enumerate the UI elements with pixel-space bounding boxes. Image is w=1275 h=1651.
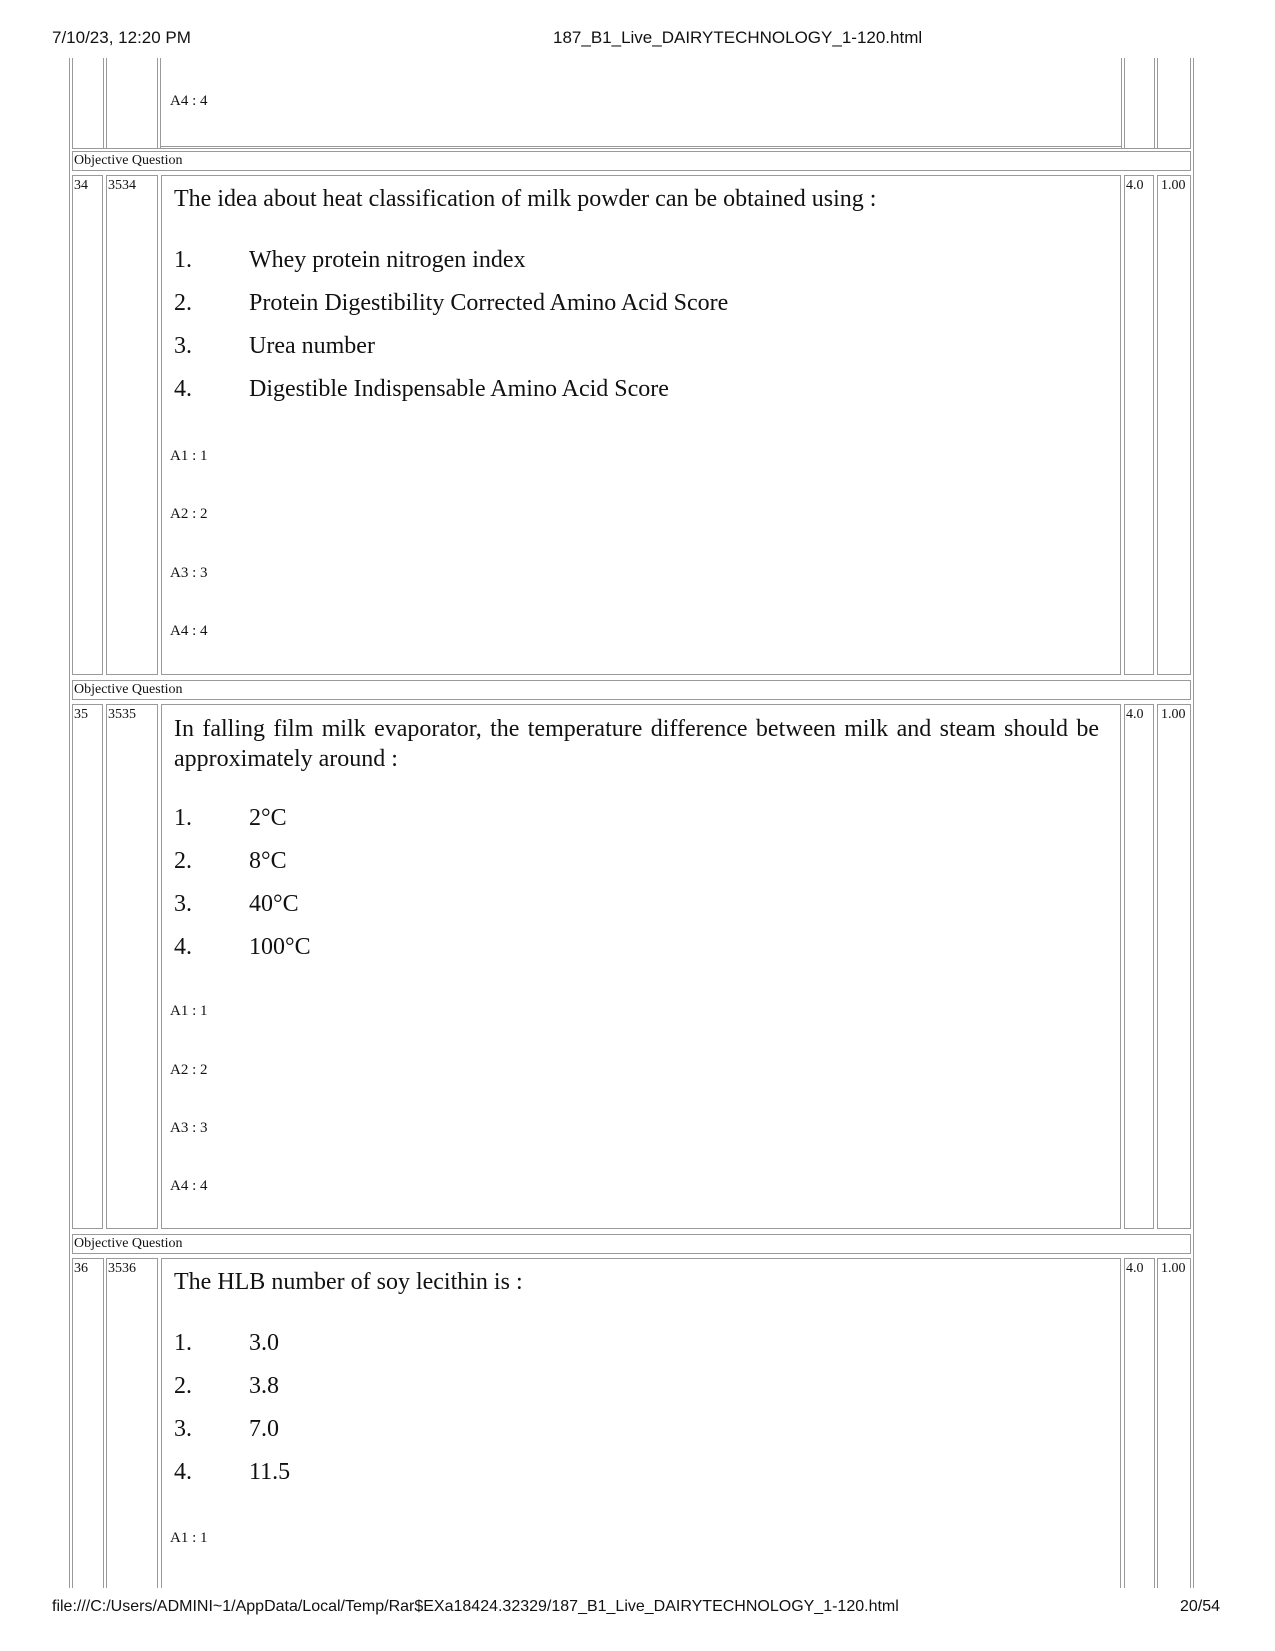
question-text: The HLB number of soy lecithin is : [174, 1269, 523, 1295]
marks-cell [1124, 704, 1154, 1229]
table-border-left [69, 58, 70, 1588]
question-negative-marks: 1.00 [1161, 1261, 1186, 1276]
question-cell [161, 704, 1121, 1229]
option-text: 8°C [249, 848, 287, 874]
question-negative-marks: 1.00 [1161, 178, 1186, 193]
question-text: In falling film milk evaporator, the temperature difference between milk and steam should be approximately around : [174, 716, 1099, 772]
question-id: 3535 [108, 707, 136, 722]
marks-cell [1124, 175, 1154, 675]
question-type-row [72, 1234, 1191, 1254]
answer-option: A2 : 2 [170, 506, 208, 522]
question-marks: 4.0 [1126, 707, 1144, 722]
question-negative-marks: 1.00 [1161, 707, 1186, 722]
option-text: 7.0 [249, 1416, 279, 1442]
table-border-right [1193, 58, 1194, 1588]
answer-option: A2 : 2 [170, 1062, 208, 1078]
question-type-row [72, 151, 1191, 171]
option-text: 40°C [249, 891, 299, 917]
question-marks: 4.0 [1126, 178, 1144, 193]
answer-option: A3 : 3 [170, 1120, 208, 1136]
print-file-path: file:///C:/Users/ADMINI~1/AppData/Local/Temp/Rar$EXa18424.32329/187_B1_Live_DAIRYTECHNOLOGY_1-120.html [52, 1598, 899, 1615]
negative-marks-cell [1157, 175, 1191, 675]
option-text: Whey protein nitrogen index [249, 247, 526, 273]
option-number: 4. [174, 1459, 192, 1485]
question-type-row [72, 680, 1191, 700]
qid-cell [106, 704, 158, 1229]
sno-cell [72, 175, 103, 675]
option-number: 3. [174, 1416, 192, 1442]
question-id: 3536 [108, 1261, 136, 1276]
question-type-label: Objective Question [74, 682, 183, 697]
option-number: 2. [174, 290, 192, 316]
print-page-number: 20/54 [1180, 1598, 1221, 1615]
question-type-label: Objective Question [74, 153, 183, 168]
question-id: 3534 [108, 178, 136, 193]
option-number: 2. [174, 848, 192, 874]
option-number: 3. [174, 333, 192, 359]
question-text: The idea about heat classification of milk powder can be obtained using : [174, 186, 877, 212]
qid-cell [106, 175, 158, 675]
negative-marks-cell [1157, 704, 1191, 1229]
question-marks: 4.0 [1126, 1261, 1144, 1276]
question-type-label: Objective Question [74, 1236, 183, 1251]
option-number: 1. [174, 805, 192, 831]
answer-option: A1 : 1 [170, 1003, 208, 1019]
option-text: Protein Digestibility Corrected Amino Acid Score [249, 290, 729, 316]
sno-cell [72, 704, 103, 1229]
answer-option: A4 : 4 [170, 623, 208, 639]
answer-option: A4 : 4 [170, 1178, 208, 1194]
option-number: 2. [174, 1373, 192, 1399]
option-number: 1. [174, 1330, 192, 1356]
answer-option: A1 : 1 [170, 448, 208, 464]
question-sno: 36 [74, 1261, 88, 1276]
answer-option: A4 : 4 [170, 93, 208, 109]
option-text: 3.0 [249, 1330, 279, 1356]
print-datetime: 7/10/23, 12:20 PM [52, 28, 191, 47]
print-title: 187_B1_Live_DAIRYTECHNOLOGY_1-120.html [553, 28, 923, 47]
option-text: 3.8 [249, 1373, 279, 1399]
question-sno: 34 [74, 178, 88, 193]
answer-option: A3 : 3 [170, 565, 208, 581]
option-text: Urea number [249, 333, 375, 359]
option-text: 2°C [249, 805, 287, 831]
question-sno: 35 [74, 707, 88, 722]
option-number: 3. [174, 891, 192, 917]
option-number: 4. [174, 376, 192, 402]
option-number: 4. [174, 934, 192, 960]
option-text: 100°C [249, 934, 311, 960]
option-text: Digestible Indispensable Amino Acid Score [249, 376, 669, 402]
option-text: 11.5 [249, 1459, 291, 1485]
answer-option: A1 : 1 [170, 1530, 208, 1546]
option-number: 1. [174, 247, 192, 273]
